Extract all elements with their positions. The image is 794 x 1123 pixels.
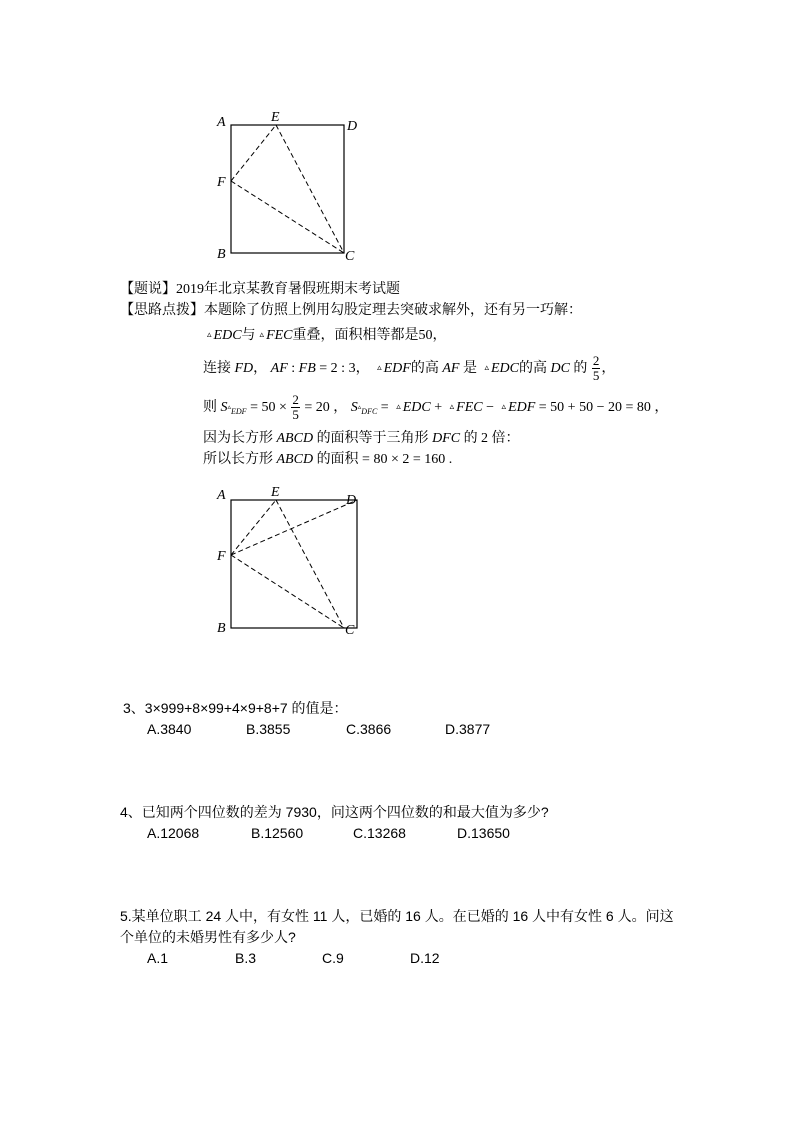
solution-line-4: 因为长方形 ABCD 的面积等于三角形 DFC 的 2 倍： (203, 431, 520, 446)
triangle-icon: ▵ (449, 401, 455, 411)
triangle-icon: ▵ (227, 403, 232, 411)
solution-line-3: 则 $S▵_{EDF} = 50$ × $\frac{2}{5}$ = 20 ， $S▵_{DFC}$ = ▵ EDC + ▵ FEC − ▵ EDF = 50 + 50 − 20 = 80 ， (203, 392, 669, 423)
label-f: F (217, 175, 226, 190)
rectangle-abcd (231, 125, 344, 253)
geometry-figure-1 (210, 105, 370, 265)
label-b: B (217, 621, 226, 636)
q4-option-b[interactable]: B.12560 (251, 825, 304, 841)
segment-fe (231, 500, 276, 555)
label-a: A (217, 488, 226, 503)
label-f: F (217, 549, 226, 564)
fraction-two-fifths: $\frac{2}{5}$ (292, 392, 299, 423)
segment-ec (276, 125, 344, 253)
label-e: E (271, 485, 280, 500)
solution-line-2: 连接 FD， AF : FB = 2 : 3， ▵ EDF的高 AF 是 ▵ EDC的高 DC 的 $\frac{2}{5}$ ， (203, 353, 616, 384)
q4-option-a[interactable]: A.12068 (147, 825, 200, 841)
triangle-icon: ▵ (357, 403, 362, 411)
geometry-figure-2 (210, 480, 370, 640)
q3-option-d[interactable]: D.3877 (445, 721, 491, 737)
label-e: E (271, 110, 280, 125)
hint-line: 【思路点拨】本题除了仿照上例用勾股定理去突破求解外，还有另一巧解： (120, 303, 582, 318)
q5-option-c[interactable]: C.9 (322, 950, 344, 966)
solution-line-5: 所以长方形 ABCD 的面积 = 80 × 2 = 160 . (203, 452, 453, 467)
label-d: D (347, 119, 358, 134)
rectangle-abcd (231, 500, 357, 628)
triangle-icon: ▵ (259, 329, 265, 339)
segment-fd (231, 500, 357, 555)
triangle-icon: ▵ (207, 329, 212, 339)
triangle-icon: ▵ (377, 362, 382, 372)
label-d: D (346, 493, 357, 508)
q5-option-d[interactable]: D.12 (410, 950, 440, 966)
fraction-two-fifths: $\frac{2}{5}$ (592, 353, 600, 384)
solution-line-1: ▵ EDC与 ▵ FEC重叠，面积相等都是50， (207, 328, 447, 343)
segment-ec (276, 500, 344, 628)
label-c: C (345, 623, 355, 638)
q4-option-c[interactable]: C.13268 (353, 825, 406, 841)
q5-option-b[interactable]: B.3 (235, 950, 257, 966)
triangle-icon: ▵ (501, 401, 507, 411)
label-b: B (217, 247, 226, 262)
q3-option-b[interactable]: B.3855 (246, 721, 291, 737)
q5-stem-line-2: 个单位的未婚男性有多少人? (120, 929, 296, 945)
segment-fc (231, 555, 344, 628)
q3-option-c[interactable]: C.3866 (346, 721, 392, 737)
label-a: A (217, 115, 226, 130)
q3-option-a[interactable]: A.3840 (147, 721, 192, 737)
triangle-icon: ▵ (396, 401, 401, 411)
label-c: C (345, 249, 355, 264)
segment-fc (231, 181, 344, 253)
q4-stem: 4、已知两个四位数的差为 7930，问这两个四位数的和最大值为多少? (120, 804, 549, 820)
source-line: 【题说】2019年北京某教育暑假班期末考试题 (120, 282, 400, 297)
triangle-icon: ▵ (484, 362, 489, 372)
q5-option-a[interactable]: A.1 (147, 950, 169, 966)
q4-option-d[interactable]: D.13650 (457, 825, 510, 841)
segment-fe (231, 125, 276, 181)
q3-stem: 3、3×999+8×99+4×9+8+7 的值是： (123, 700, 348, 716)
q5-stem-line-1: 5.某单位职工 24 人中，有女性 11 人，已婚的 16 人。在已婚的 16 人中有女性 6 人。问这 (120, 908, 674, 924)
